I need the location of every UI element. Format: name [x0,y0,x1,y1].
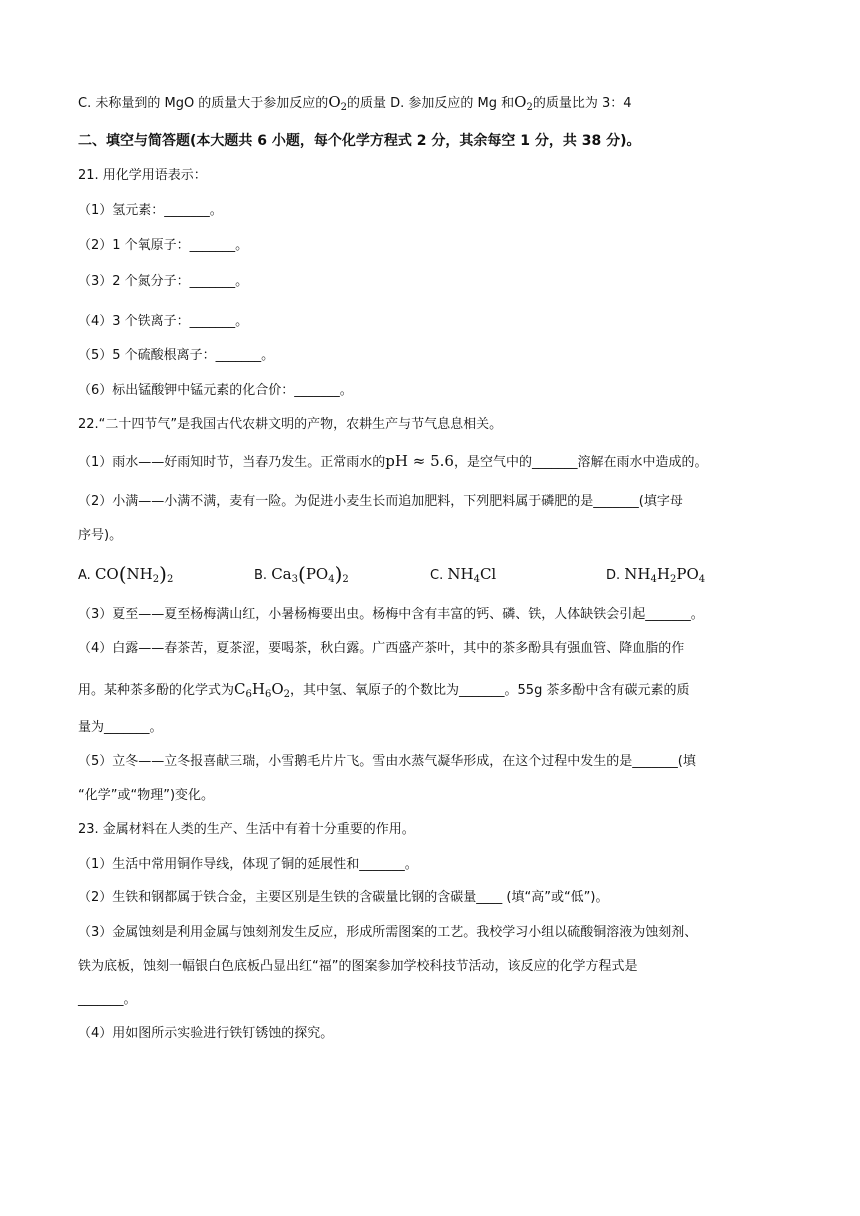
q22-item-4: （4）白露——春茶苦，夏茶涩，要喝茶，秋白露。广西盛产茶叶，其中的茶多酚具有强血管、降血脂的作 [78,641,685,656]
ammonium-dihydrogen-phosphate-formula: $NH_4H_2PO_4$ [624,565,706,585]
calcium-phosphate-formula: $Ca_3(PO_4)_2$ [271,562,349,586]
q21-item-6: （6）标出锰酸钾中锰元素的化合价：_______。 [78,383,353,398]
o2-formula: $O_2$ [328,93,347,113]
q23-item-3-end: _______。 [78,992,137,1007]
q22-item-5-cont: “化学”或“物理”)变化。 [78,788,215,803]
q21-item-3: （3）2 个氮分子：_______。 [78,274,249,289]
q23-item-2: （2）生铁和钢都属于铁合金，主要区别是生铁的含碳量比钢的含碳量____ (填“高”或“低”)。 [78,890,609,905]
q22-item-4-cont: 用。某种茶多酚的化学式为$C_6H_6O_2$，其中氢、氧原子的个数比为_______。55g 茶多酚中含有碳元素的质 [78,680,690,700]
ph-formula: pH ≈ 5.6 [385,452,454,470]
q22-item-1: （1）雨水——好雨知时节，当春乃发生。正常雨水的pH ≈ 5.6，是空气中的_______溶解在雨水中造成的。 [78,452,708,470]
q23-item-3: （3）金属蚀刻是利用金属与蚀刻剂发生反应，形成所需图案的工艺。我校学习小组以硫酸铜溶液为蚀刻剂、 [78,925,698,940]
fertilizer-option-a: A. $CO(NH_2)_2$ [78,562,174,586]
q23-item-4: （4）用如图所示实验进行铁钉锈蚀的探究。 [78,1026,334,1041]
fertilizer-option-b: B. $Ca_3(PO_4)_2$ [254,562,349,586]
q22-item-2-cont: 序号)。 [78,528,123,543]
question-21: 21. 用化学用语表示： [78,168,207,183]
ammonium-chloride-formula: $NH_4Cl$ [447,565,497,585]
question-23: 23. 金属材料在人类的生产、生活中有着十分重要的作用。 [78,822,415,837]
q21-item-1: （1）氢元素：_______。 [78,203,223,218]
q21-item-2: （2）1 个氧原子：_______。 [78,238,249,253]
section-heading: 二、填空与简答题(本大题共 6 小题，每个化学方程式 2 分，其余每空 1 分，共 38 分)。 [78,133,641,149]
option-d-text: 的质量 D. 参加反应的 Mg 和 [347,96,515,111]
q21-item-4: （4）3 个铁离子：_______。 [78,314,249,329]
option-line-c-d [78,92,790,114]
option-c-text: C. 未称量到的 MgO 的质量大于参加反应的 [78,96,329,111]
question-22: 22.“二十四节气”是我国古代农耕文明的产物，农耕生产与节气息息相关。 [78,417,503,432]
fertilizer-option-d: D. $NH_4H_2PO_4$ [606,565,706,585]
option-d-text-end: 的质量比为 3：4 [532,96,632,111]
urea-formula: $CO(NH_2)_2$ [94,562,174,586]
fertilizer-option-c: C. $NH_4Cl$ [430,565,497,585]
q21-item-5: （5）5 个硫酸根离子：_______。 [78,348,275,363]
q22-item-3: （3）夏至——夏至杨梅满山红，小暑杨梅要出虫。杨梅中含有丰富的钙、磷、铁，人体缺铁会引起_______。 [78,607,704,622]
q22-item-4-end: 量为_______。 [78,720,163,735]
q23-item-1: （1）生活中常用铜作导线，体现了铜的延展性和_______。 [78,857,418,872]
q22-item-5: （5）立冬——立冬报喜献三瑞，小雪鹅毛片片飞。雪由水蒸气凝华形成，在这个过程中发生的是_______(填 [78,754,696,769]
q23-item-3-cont: 铁为底板，蚀刻一幅银白色底板凸显出红“福”的图案参加学校科技节活动，该反应的化学方程式是 [78,959,638,974]
o2-formula: $O_2$ [514,93,533,113]
tea-polyphenol-formula: $C_6H_6O_2$ [234,680,291,700]
q22-item-2: （2）小满——小满不满，麦有一险。为促进小麦生长而追加肥料，下列肥料属于磷肥的是_______(填字母 [78,494,683,509]
